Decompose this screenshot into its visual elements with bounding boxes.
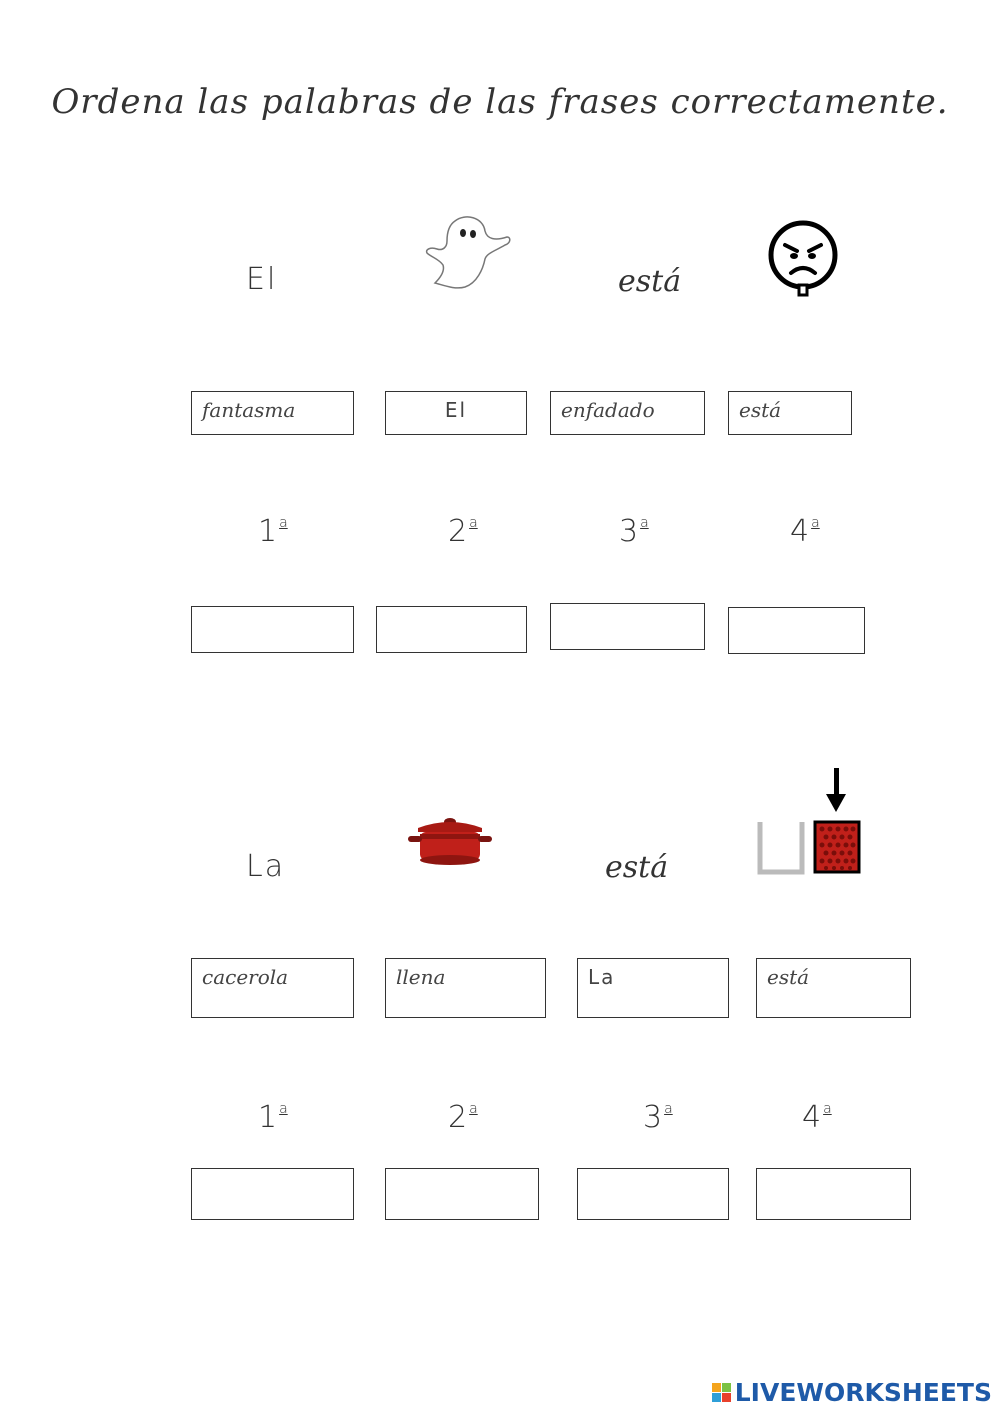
ordinal-number: 1: [258, 1100, 278, 1135]
logo-icon: [712, 1383, 731, 1402]
word-card[interactable]: [577, 958, 729, 1018]
ordinal-suffix: a: [811, 515, 820, 531]
ordinal-label: [258, 514, 288, 549]
word-card[interactable]: [385, 958, 546, 1018]
cooking-pot-icon: [408, 812, 492, 866]
sentence2-word-3: está: [605, 850, 669, 885]
word-card-label: está: [739, 398, 782, 422]
ordinal-suffix: a: [279, 515, 288, 531]
ordinal-suffix: a: [279, 1101, 288, 1117]
ordinal-label: [448, 1100, 478, 1135]
word-card[interactable]: [728, 391, 852, 435]
ordinal-number: 3: [643, 1100, 663, 1135]
word-card-label: fantasma: [202, 398, 296, 422]
answer-box-3[interactable]: [577, 1168, 729, 1220]
answer-box-3[interactable]: [550, 603, 705, 650]
ordinal-label: [448, 514, 478, 549]
word-card-label: llena: [396, 965, 446, 989]
answer-box-2[interactable]: [385, 1168, 539, 1220]
brand-text: LIVEWORKSHEETS: [734, 1378, 992, 1407]
ordinal-number: 2: [448, 514, 468, 549]
answer-box-4[interactable]: [728, 607, 865, 654]
word-card[interactable]: [191, 391, 354, 435]
ordinal-label: [643, 1100, 673, 1135]
ordinal-number: 4: [802, 1100, 822, 1135]
ordinal-suffix: a: [469, 1101, 478, 1117]
word-card[interactable]: [191, 958, 354, 1018]
page-title: Ordena las palabras de las frases correctamente.: [51, 82, 949, 122]
full-container-icon: [756, 766, 866, 876]
answer-box-1[interactable]: [191, 606, 354, 653]
ordinal-suffix: a: [823, 1101, 832, 1117]
answer-box-4[interactable]: [756, 1168, 911, 1220]
sentence1-word-3: está: [618, 264, 682, 299]
ordinal-label: [258, 1100, 288, 1135]
ordinal-suffix: a: [640, 515, 649, 531]
ordinal-label: [790, 514, 820, 549]
ordinal-suffix: a: [469, 515, 478, 531]
answer-box-1[interactable]: [191, 1168, 354, 1220]
ordinal-label: [619, 514, 649, 549]
liveworksheets-logo: [712, 1378, 992, 1407]
word-card[interactable]: [385, 391, 527, 435]
answer-box-2[interactable]: [376, 606, 527, 653]
word-card[interactable]: [550, 391, 705, 435]
sentence2-word-1: La: [246, 849, 286, 884]
word-card-label: El: [444, 398, 468, 422]
word-card-label: La: [588, 965, 616, 989]
ordinal-number: 4: [790, 514, 810, 549]
angry-face-icon: [765, 219, 841, 299]
ordinal-suffix: a: [664, 1101, 673, 1117]
ordinal-number: 1: [258, 514, 278, 549]
word-card-label: enfadado: [561, 398, 655, 422]
sentence1-word-1: El: [246, 262, 278, 297]
word-card[interactable]: [756, 958, 911, 1018]
word-card-label: está: [767, 965, 810, 989]
ordinal-number: 2: [448, 1100, 468, 1135]
ordinal-label: [802, 1100, 832, 1135]
word-card-label: cacerola: [202, 965, 289, 989]
ghost-icon: [425, 213, 515, 291]
ordinal-number: 3: [619, 514, 639, 549]
